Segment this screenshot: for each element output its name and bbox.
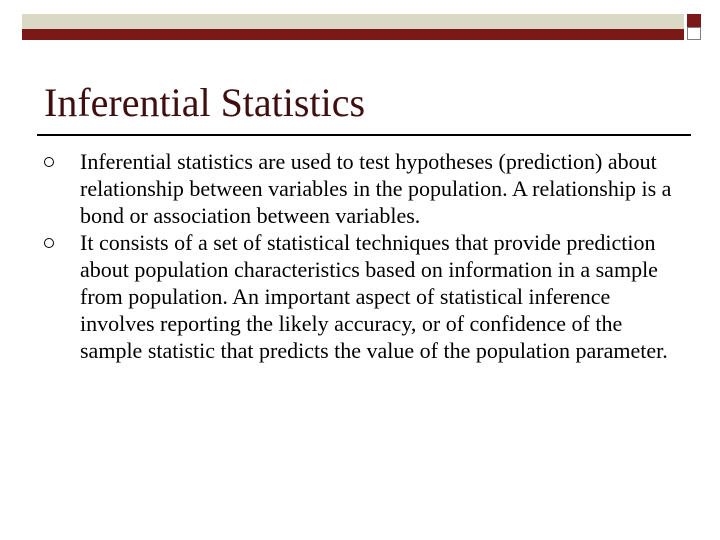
bullet-list [44, 148, 684, 364]
bullet-item [44, 229, 684, 364]
title-divider [37, 134, 691, 136]
bullet-item [44, 148, 684, 229]
header-decorative-strip [22, 14, 684, 30]
bullet-text: It consists of a set of statistical techniques that provide prediction about population characteristics based on information in a sample from population. An important aspect of statistical inference involves reporting the likely accuracy, or of confidence of the sample statistic that predicts the value of the population parameter. [80, 230, 668, 363]
bullet-text: Inferential statistics are used to test hypotheses (prediction) about relationship between variables in the population. A relationship is a bond or association between variables. [80, 149, 672, 228]
corner-square-filled-icon [687, 14, 701, 27]
header-accent-bar [22, 29, 684, 40]
slide-title: Inferential Statistics [44, 80, 366, 125]
corner-square-outline-icon [687, 27, 701, 40]
hollow-circle-bullet-icon [44, 238, 54, 248]
hollow-circle-bullet-icon [44, 157, 54, 167]
